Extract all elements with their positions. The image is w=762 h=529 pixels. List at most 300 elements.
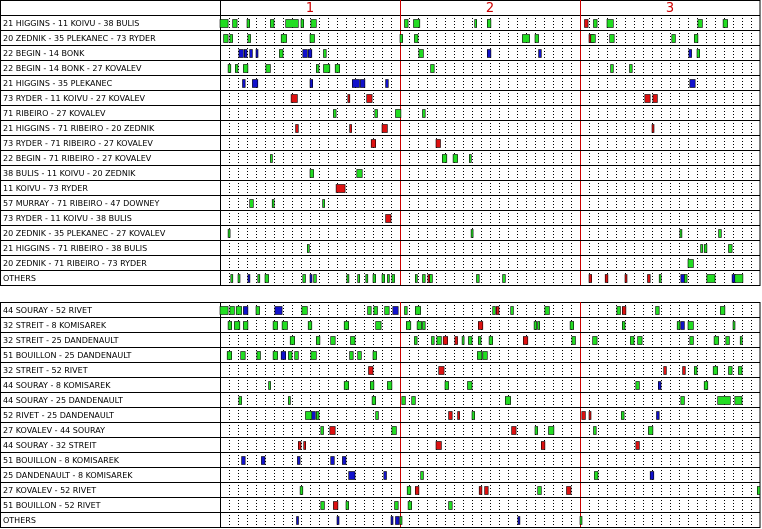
shift-bar-even	[295, 352, 299, 360]
shift-bar-even	[735, 397, 742, 405]
shift-row	[0, 366, 760, 378]
shift-bar-even	[478, 337, 481, 345]
shift-bar-pp	[312, 412, 316, 420]
line-label: 52 RIVET - 25 DANDENAULT	[3, 411, 114, 420]
shift-bar-even	[449, 502, 453, 510]
line-label: 20 ZEDNIK - 35 PLEKANEC - 73 RYDER	[3, 34, 156, 43]
shift-row	[0, 351, 760, 363]
shift-row	[0, 124, 760, 136]
shift-bar-even	[272, 200, 274, 208]
shift-bar-pk	[304, 442, 306, 450]
shift-bar-pk	[415, 487, 419, 495]
line-label: 22 BEGIN - 71 RIBEIRO - 27 KOVALEV	[3, 154, 152, 163]
shift-bar-even	[638, 337, 643, 345]
shift-bar-pk	[664, 367, 667, 375]
shift-bar-even	[468, 337, 472, 345]
shift-bar-pp	[386, 80, 389, 88]
line-label: 32 STREIT - 8 KOMISAREK	[3, 321, 107, 330]
shift-bar-even	[270, 20, 274, 28]
shift-bar-pk	[298, 442, 301, 450]
shift-bar-even	[594, 472, 598, 480]
shift-bar-even	[407, 487, 411, 495]
shift-bar-even	[545, 307, 550, 315]
shift-bar-pp	[244, 50, 247, 58]
shift-bar-pk	[622, 307, 626, 315]
shift-bar-pp	[349, 472, 355, 480]
shift-bar-pk	[371, 140, 376, 148]
shift-row	[0, 396, 760, 408]
shift-row	[0, 229, 760, 241]
shift-bar-pk	[367, 95, 372, 103]
shift-bar-even	[690, 337, 694, 345]
shift-bar-even	[475, 20, 477, 28]
shift-bar-even	[366, 275, 368, 283]
shift-bar-even	[375, 110, 378, 118]
shift-row	[0, 456, 760, 468]
shift-bar-even	[630, 65, 633, 73]
shift-bar-even	[310, 35, 315, 43]
shift-bar-even	[310, 170, 314, 178]
shift-bar-pk	[645, 95, 650, 103]
line-label: 73 RYDER - 11 KOIVU - 27 KOVALEV	[3, 94, 145, 103]
shift-bar-even	[307, 245, 309, 253]
shift-bar-even	[729, 367, 733, 375]
shift-bar-even	[472, 412, 475, 420]
shift-bar-even	[250, 200, 254, 208]
shift-bar-pp	[243, 80, 246, 88]
shift-bar-even	[269, 382, 271, 390]
shift-bar-pp	[250, 50, 253, 58]
shift-bar-even	[368, 307, 372, 315]
shift-bar-even	[387, 275, 389, 283]
shift-bar-pp	[658, 382, 661, 390]
shift-row	[0, 34, 760, 46]
line-label: 51 BOUILLON - 8 KOMISAREK	[3, 456, 120, 465]
line-label: 21 HIGGINS - 35 PLEKANEC	[3, 79, 113, 88]
shift-bar-even	[288, 397, 290, 405]
shift-bar-even	[617, 307, 621, 315]
shift-bar-even	[414, 337, 417, 345]
line-label: 21 HIGGINS - 71 RIBEIRO - 38 BULIS	[3, 244, 148, 253]
shift-bar-pp	[275, 307, 282, 315]
shift-bar-even	[350, 352, 354, 360]
shift-bar-even	[714, 337, 719, 345]
shift-bar-even	[681, 397, 685, 405]
shift-bar-pp	[681, 322, 685, 330]
shift-bar-pp	[539, 50, 542, 58]
shift-bar-even	[230, 307, 235, 315]
shift-bar-even	[707, 275, 715, 283]
shift-bar-even	[273, 322, 278, 330]
shift-bar-even	[382, 275, 385, 283]
shift-bar-pk	[589, 275, 592, 283]
shift-bar-even	[228, 322, 232, 330]
shift-bar-even	[321, 427, 324, 435]
shift-bar-even	[281, 35, 286, 43]
shift-bar-even	[265, 275, 269, 283]
shift-bar-even	[351, 337, 356, 345]
shift-bar-even	[415, 275, 417, 283]
shift-bar-pk	[369, 367, 374, 375]
shift-row	[0, 139, 760, 151]
shift-bar-even	[415, 307, 420, 315]
shift-bar-even	[303, 275, 306, 283]
shift-bar-even	[483, 352, 488, 360]
line-label: 20 ZEDNIK - 71 RIBEIRO - 73 RYDER	[3, 259, 147, 268]
shift-bar-even	[308, 322, 312, 330]
shift-bar-even	[302, 307, 307, 315]
shift-bar-pk	[439, 367, 444, 375]
shift-bar-even	[288, 352, 292, 360]
shift-bar-pp	[256, 50, 258, 58]
shift-bar-even	[236, 307, 241, 315]
shift-bar-pk	[449, 412, 453, 420]
shift-bar-even	[757, 487, 760, 495]
shift-bar-even	[423, 110, 426, 118]
shift-row	[0, 154, 760, 166]
shift-bar-even	[370, 382, 374, 390]
shift-row	[0, 214, 760, 226]
shift-bar-even	[300, 487, 303, 495]
shift-bar-even	[316, 337, 320, 345]
shift-bar-pp	[331, 457, 335, 465]
shift-row	[0, 19, 760, 31]
line-label: 20 ZEDNIK - 35 PLEKANEC - 27 KOVALEV	[3, 229, 166, 238]
line-label: OTHERS	[3, 274, 36, 283]
shift-bar-even	[607, 20, 613, 28]
shift-bar-even	[331, 337, 336, 345]
shift-bar-even	[680, 230, 682, 238]
shift-bar-even	[358, 352, 362, 360]
shift-bar-even	[256, 307, 260, 315]
shift-bar-even	[729, 245, 733, 253]
shift-bar-pp	[650, 472, 654, 480]
shift-row	[0, 426, 760, 438]
shift-bar-even	[258, 275, 260, 283]
shift-bar-even	[437, 337, 442, 345]
shift-bar-even	[677, 322, 680, 330]
shift-bar-even	[419, 50, 424, 58]
shift-row	[0, 411, 760, 423]
shift-row	[0, 79, 760, 91]
shift-bar-even	[735, 275, 743, 283]
shift-bar-even	[672, 35, 676, 43]
shift-bar-even	[538, 487, 542, 495]
shift-bar-even	[311, 20, 316, 28]
shift-bar-even	[395, 502, 399, 510]
line-label: 51 BOUILLON - 25 DANDENAULT	[3, 351, 132, 360]
shift-bar-even	[733, 322, 735, 330]
shift-bar-even	[282, 322, 287, 330]
shift-bar-pk	[512, 427, 516, 435]
shift-bar-even	[286, 20, 299, 28]
shift-bar-even	[347, 275, 349, 283]
line-label: 73 RYDER - 11 KOIVU - 38 BULIS	[3, 214, 132, 223]
shift-bar-even	[396, 110, 401, 118]
shift-bar-even	[301, 20, 304, 28]
shift-bar-even	[238, 275, 240, 283]
shift-bar-pp	[248, 275, 250, 283]
shift-bar-even	[243, 65, 248, 73]
shift-bar-even	[372, 397, 376, 405]
shift-bar-pk	[582, 412, 586, 420]
shift-bar-pp	[310, 275, 312, 283]
shift-bar-pp	[297, 457, 300, 465]
shift-bar-even	[220, 20, 228, 28]
shift-bar-even	[594, 427, 597, 435]
shift-bar-pp	[689, 50, 692, 58]
shift-bar-pp	[281, 352, 286, 360]
shift-bar-even	[704, 245, 707, 253]
shift-bar-even	[471, 230, 473, 238]
shift-bar-even	[477, 275, 480, 283]
shift-bar-even	[414, 20, 420, 28]
line-label: 32 STREIT - 25 DANDENAULT	[3, 336, 119, 345]
shift-bar-pk	[636, 442, 640, 450]
shift-bar-even	[423, 275, 426, 283]
shift-bar-even	[511, 307, 514, 315]
shift-bar-pk	[443, 337, 448, 345]
shift-bar-pk	[478, 322, 483, 330]
shift-bar-pp	[657, 412, 660, 420]
period-label: 3	[665, 1, 675, 16]
shift-bar-even	[726, 337, 730, 345]
shift-bar-even	[432, 337, 435, 345]
shift-bar-pk	[336, 185, 345, 193]
shift-bar-pk	[479, 487, 482, 495]
shift-bar-even	[591, 35, 596, 43]
shift-bar-even	[636, 382, 640, 390]
shift-bar-pk	[348, 95, 350, 103]
shift-bar-even	[698, 20, 703, 28]
shift-bar-even	[468, 382, 473, 390]
shift-bar-even	[534, 322, 537, 330]
shift-bar-even	[333, 110, 336, 118]
shift-bar-even	[220, 307, 228, 315]
shift-bar-even	[412, 397, 416, 405]
shift-bar-even	[538, 322, 540, 330]
line-label: 44 SOURAY - 52 RIVET	[3, 306, 92, 315]
line-label: 11 KOIVU - 73 RYDER	[3, 184, 88, 193]
shift-bar-even	[374, 307, 378, 315]
shift-bar-even	[688, 260, 693, 268]
shift-bar-even	[593, 337, 598, 345]
line-label: 44 SOURAY - 32 STREIT	[3, 441, 97, 450]
line-label: 27 KOVALEV - 44 SOURAY	[3, 426, 106, 435]
shift-bar-even	[408, 502, 412, 510]
shift-bar-even	[610, 35, 615, 43]
shift-bar-even	[713, 367, 718, 375]
line-label: 22 BEGIN - 14 BONK	[3, 49, 85, 58]
shift-bar-even	[535, 35, 539, 43]
shift-bar-even	[417, 322, 422, 330]
shift-bar-pp	[391, 517, 393, 525]
shift-bar-pk	[523, 337, 528, 345]
shift-bar-even	[321, 502, 325, 510]
shift-bar-even	[231, 275, 233, 283]
shift-bar-even	[316, 65, 319, 73]
shift-bar-pp	[310, 80, 313, 88]
shift-bar-even	[430, 275, 433, 283]
shift-bar-pp	[518, 517, 520, 525]
shift-bar-even	[224, 35, 229, 43]
shift-bar-pp	[242, 457, 246, 465]
shift-bar-even	[385, 307, 390, 315]
shift-bar-pk	[625, 275, 627, 283]
shift-bar-even	[572, 337, 576, 345]
shift-bar-even	[235, 65, 238, 73]
shift-bar-even	[694, 367, 697, 375]
line-label: 27 KOVALEV - 52 RIVET	[3, 486, 97, 495]
shift-bar-pp	[396, 517, 400, 525]
line-label: 32 STREIT - 52 RIVET	[3, 366, 88, 375]
shift-bar-even	[387, 382, 392, 390]
shift-row	[0, 321, 760, 333]
shift-bar-even	[442, 155, 447, 163]
shift-bar-even	[324, 50, 327, 58]
shift-bar-even	[247, 20, 250, 28]
shift-bar-even	[306, 412, 312, 420]
shift-row	[0, 336, 760, 348]
shift-bar-pp	[360, 80, 365, 88]
shift-bar-even	[594, 20, 598, 28]
shift-bar-pk	[330, 427, 335, 435]
shift-bar-pk	[436, 140, 441, 148]
shift-bar-even	[234, 322, 239, 330]
line-label: 44 SOURAY - 8 KOMISAREK	[3, 381, 111, 390]
shift-bar-even	[344, 382, 349, 390]
shift-bar-even	[373, 352, 377, 360]
shift-row	[0, 381, 760, 393]
shift-bar-even	[445, 382, 449, 390]
shift-bar-pp	[487, 50, 491, 58]
line-label: OTHERS	[3, 516, 36, 525]
shift-row	[0, 441, 760, 453]
shift-bar-even	[402, 397, 406, 405]
shift-bar-pp	[239, 50, 244, 58]
shift-bar-pk	[291, 95, 297, 103]
shift-bar-even	[723, 20, 728, 28]
shift-bar-pp	[384, 472, 387, 480]
shift-bar-even	[346, 502, 349, 510]
shift-row	[0, 486, 760, 498]
shift-bar-even	[414, 35, 418, 43]
shift-bar-even	[549, 427, 554, 435]
shift-row	[0, 516, 760, 528]
shift-bar-pp	[352, 80, 359, 88]
shift-row	[0, 259, 760, 271]
shift-bar-even	[421, 472, 424, 480]
period-label: 1	[305, 1, 315, 16]
shift-row	[0, 169, 760, 181]
shift-bar-pk	[436, 442, 441, 450]
shift-bar-pk	[333, 502, 338, 510]
shift-bar-even	[230, 35, 233, 43]
line-label: 22 BEGIN - 14 BONK - 27 KOVALEV	[3, 64, 142, 73]
shift-bar-even	[228, 230, 230, 238]
shift-bar-even	[648, 427, 653, 435]
shift-bar-even	[311, 352, 316, 360]
shift-bar-even	[659, 275, 661, 283]
shift-row	[0, 109, 760, 121]
line-label: 21 HIGGINS - 71 RIBEIRO - 20 ZEDNIK	[3, 124, 155, 133]
shift-bar-even	[487, 20, 491, 28]
shift-bar-pp	[308, 50, 312, 58]
shift-bar-even	[684, 275, 687, 283]
shift-bar-even	[580, 517, 582, 525]
shift-bar-pp	[681, 275, 685, 283]
shift-bar-even	[316, 412, 319, 420]
shift-bar-even	[324, 65, 330, 73]
shift-bar-even	[423, 322, 426, 330]
shift-bar-even	[392, 275, 395, 283]
shift-bar-even	[376, 322, 381, 330]
shift-bar-even	[453, 155, 458, 163]
shift-bar-even	[266, 65, 271, 73]
shift-bar-even	[241, 352, 246, 360]
line-label: 38 BULIS - 11 KOIVU - 20 ZEDNIK	[3, 169, 136, 178]
shift-bar-even	[718, 397, 731, 405]
shift-bar-even	[400, 35, 403, 43]
line-label: 57 MURRAY - 71 RIBEIRO - 47 DOWNEY	[3, 199, 160, 208]
shift-bar-even	[405, 20, 409, 28]
shift-bar-pp	[303, 50, 308, 58]
line-label: 21 HIGGINS - 11 KOIVU - 38 BULIS	[3, 19, 140, 28]
shift-bar-even	[704, 382, 708, 390]
shift-bar-even	[344, 322, 349, 330]
shift-bar-even	[719, 230, 722, 238]
shift-row	[0, 244, 760, 256]
shift-bar-even	[406, 322, 411, 330]
shift-bar-even	[630, 337, 634, 345]
shift-bar-even	[405, 307, 408, 315]
shift-bar-even	[228, 65, 231, 73]
shift-bar-even	[431, 65, 435, 73]
shift-bar-even	[622, 322, 625, 330]
shift-bar-even	[400, 517, 402, 525]
shift-bar-even	[720, 307, 725, 315]
line-label: 51 BOUILLON - 52 RIVET	[3, 501, 101, 510]
shift-bar-pp	[297, 517, 299, 525]
shift-bar-pk	[496, 307, 499, 315]
shift-bar-even	[505, 397, 510, 405]
shift-bar-pk	[605, 275, 608, 283]
shift-bar-even	[233, 20, 238, 28]
shift-row	[0, 199, 760, 211]
shift-bar-even	[290, 337, 295, 345]
shift-bar-pk	[382, 125, 387, 133]
shift-bar-even	[323, 200, 325, 208]
shift-bar-even	[357, 170, 362, 178]
shift-bar-even	[694, 35, 698, 43]
shift-bar-even	[270, 155, 272, 163]
period-label: 2	[485, 1, 495, 16]
shift-bar-even	[535, 427, 538, 435]
shift-bar-even	[239, 397, 242, 405]
shift-bar-even	[273, 352, 278, 360]
shift-bar-even	[462, 337, 464, 345]
shift-bar-pk	[386, 215, 391, 223]
shift-bar-pk	[541, 442, 545, 450]
shift-bar-even	[738, 367, 742, 375]
shift-bar-even	[570, 322, 574, 330]
shift-bar-even	[621, 412, 624, 420]
shift-bar-pp	[261, 457, 265, 465]
shift-bar-pp	[252, 80, 257, 88]
shift-bar-even	[358, 275, 360, 283]
shift-bar-pk	[652, 125, 654, 133]
shift-bar-even	[701, 245, 703, 253]
